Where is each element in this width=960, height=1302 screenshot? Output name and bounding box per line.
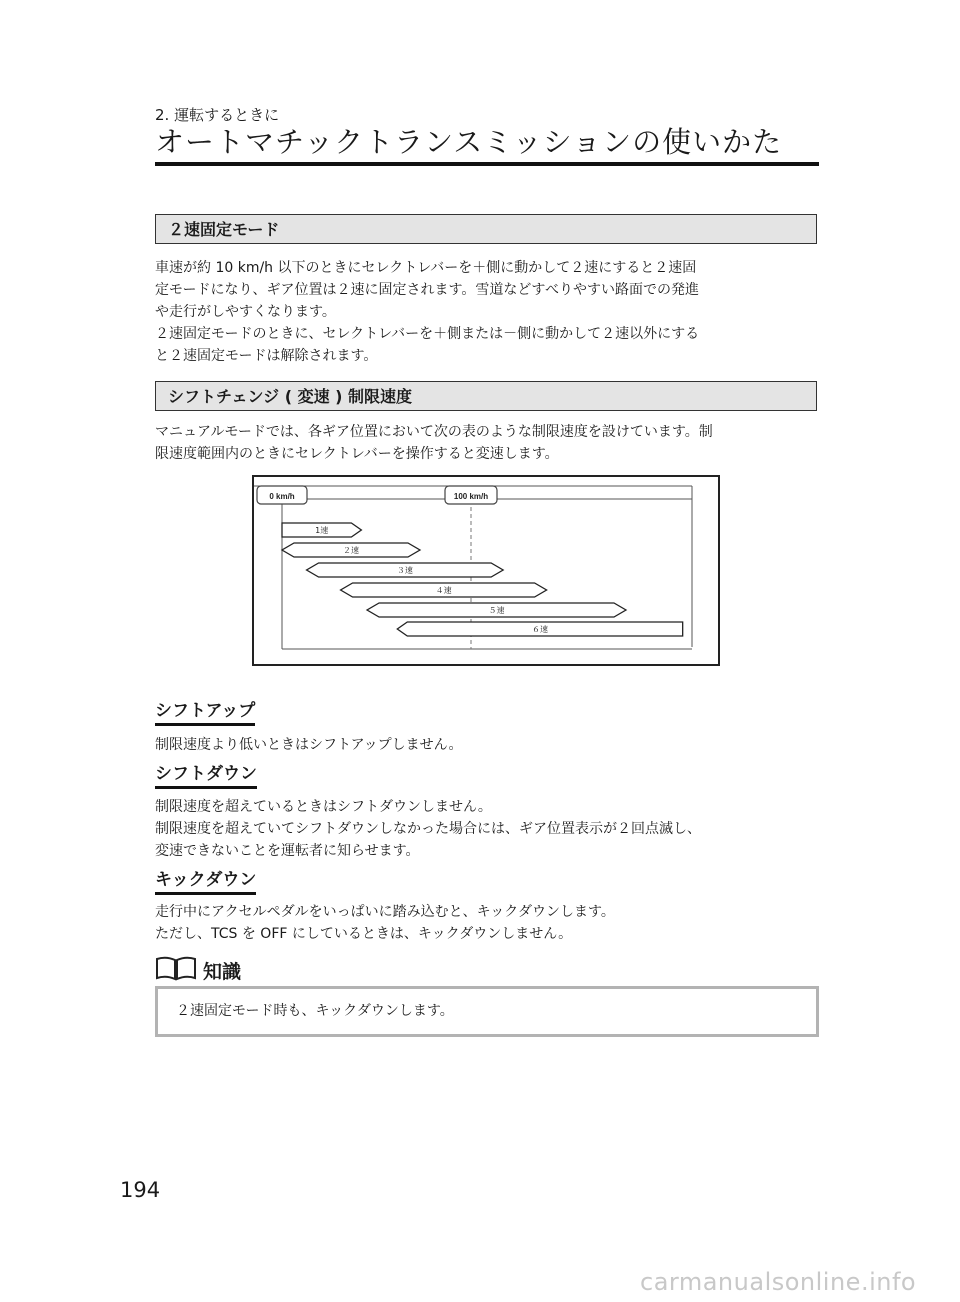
- shift-limit-description: [155, 421, 819, 465]
- second-gear-description: [155, 257, 819, 367]
- text-line: 車速が約 10 km/h 以下のときにセレクトレバーを＋側に動かして２速にすると２速固: [155, 260, 697, 276]
- page-title: オートマチックトランスミッションの使いかた: [155, 125, 783, 159]
- shift-up-heading: シフトアップ: [155, 701, 255, 726]
- title-rule: [155, 162, 819, 166]
- text-line: と２速固定モードは解除されます。: [155, 348, 378, 364]
- text-line: 限速度範囲内のときにセレクトレバーを操作すると変速します。: [155, 446, 559, 462]
- text-line: や走行がしやすくなります。: [155, 304, 336, 320]
- section-heading-second-gear: ２速固定モード: [155, 214, 817, 244]
- section-heading-shift-limit: シフトチェンジ ( 変速 ) 制限速度: [155, 381, 817, 411]
- text-line: 走行中にアクセルペダルをいっぱいに踏み込むと、キックダウンします。: [155, 904, 615, 920]
- text-line: 定モードになり、ギア位置は２速に固定されます。雪道などすべりやすい路面での発進: [155, 282, 700, 298]
- gear-range-label: ２速: [342, 546, 359, 555]
- speed-limit-chart-svg: [254, 477, 718, 664]
- gear-range-label: ４速: [435, 586, 452, 595]
- text-line: マニュアルモードでは、各ギア位置において次の表のような制限速度を設けています。制: [155, 424, 713, 440]
- knowledge-heading: [155, 955, 241, 988]
- kick-down-description: [155, 901, 819, 945]
- text-line: ２速固定モードのときに、セレクトレバーを＋側または－側に動かして２速以外にする: [155, 326, 700, 342]
- watermark: carmanualsonline.info: [640, 1268, 917, 1296]
- knowledge-heading-label: 知識: [203, 960, 242, 983]
- text-line: ただし、TCS を OFF にしているときは、キックダウンしません。: [155, 926, 573, 942]
- book-icon: [155, 955, 197, 988]
- knowledge-box: ２速固定モード時も、キックダウンします。: [155, 986, 819, 1037]
- page-number: 194: [120, 1178, 161, 1202]
- gear-range-label: ６速: [531, 625, 548, 634]
- speed-limit-chart: [252, 475, 720, 666]
- kick-down-heading: キックダウン: [155, 870, 256, 895]
- text-line: 変速できないことを運転者に知らせます。: [155, 843, 420, 859]
- shift-down-description: [155, 796, 819, 862]
- text-line: 制限速度を超えているときはシフトダウンしません。: [155, 799, 492, 815]
- shift-up-text: 制限速度より低いときはシフトアップしません。: [155, 737, 463, 753]
- chapter-label: 2. 運転するときに: [155, 106, 280, 124]
- gear-range-label: 1速: [315, 526, 329, 535]
- gear-range-label: ５速: [488, 606, 505, 615]
- axis-tick-label: 100 km/h: [453, 492, 489, 501]
- shift-down-heading: シフトダウン: [155, 764, 257, 789]
- axis-tick-label: 0 km/h: [269, 492, 295, 501]
- text-line: 制限速度を超えていてシフトダウンしなかった場合には、ギア位置表示が２回点滅し、: [155, 821, 701, 837]
- gear-range-label: ３速: [396, 566, 413, 575]
